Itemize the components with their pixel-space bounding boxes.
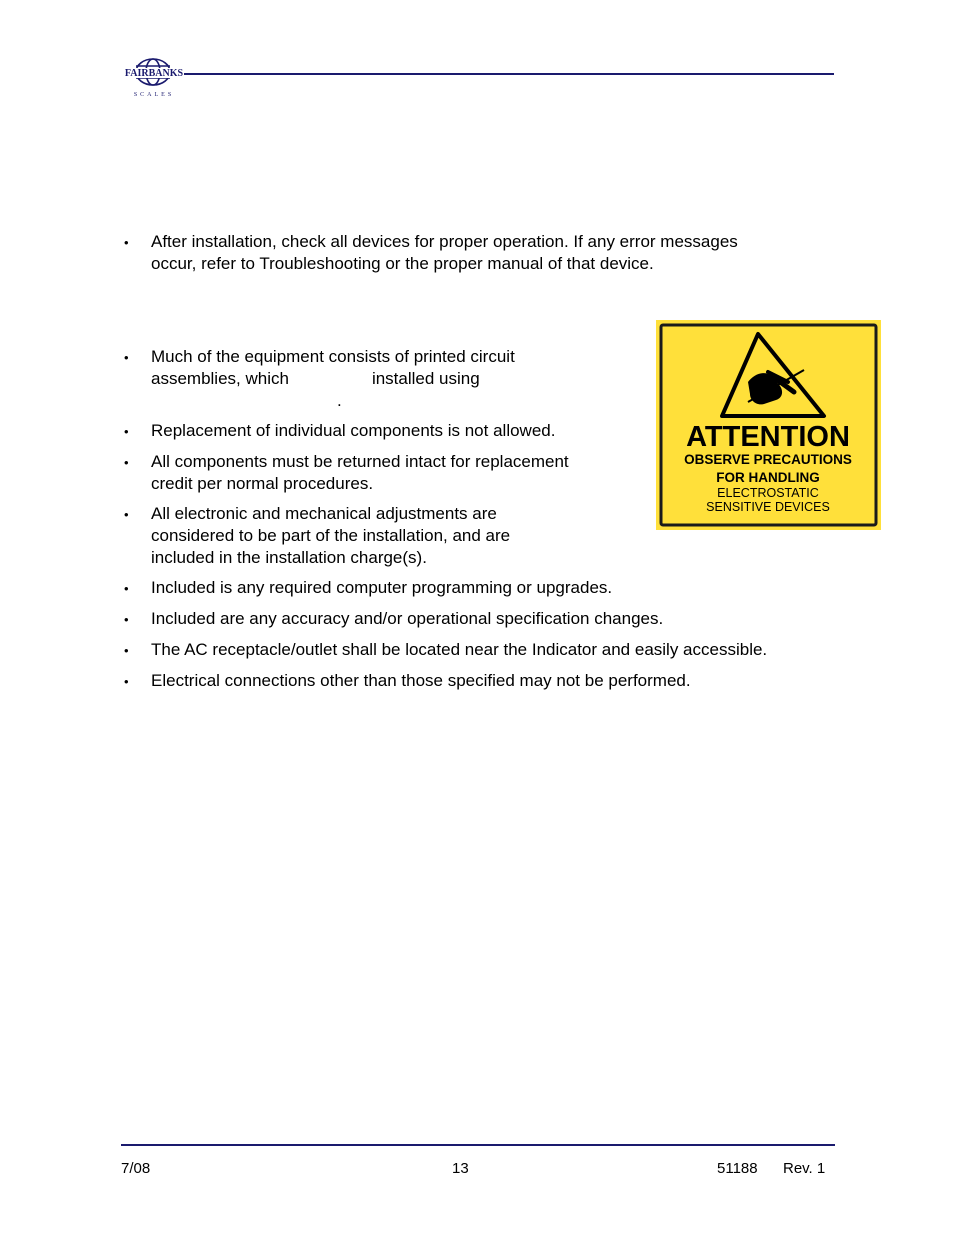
bullet-marker bbox=[124, 451, 129, 474]
list-item bbox=[151, 670, 691, 692]
list-item bbox=[151, 608, 663, 630]
list-item bbox=[151, 503, 510, 569]
footer-date: 7/08 bbox=[121, 1160, 151, 1177]
list-item bbox=[151, 346, 515, 412]
logo-subtext: SCALES bbox=[133, 92, 175, 98]
esd-warning-label bbox=[656, 320, 881, 530]
logo-text: FAIRBANKS bbox=[124, 68, 184, 79]
bullet-marker bbox=[124, 639, 129, 662]
list-item-line: Replacement of individual components is not allowed. bbox=[151, 421, 556, 440]
list-item-line: The AC receptacle/outlet shall be located near the Indicator and easily accessible. bbox=[151, 640, 768, 659]
bullet-marker bbox=[124, 346, 129, 369]
list-item-line: After installation, check all devices for proper operation. If any error messages bbox=[151, 232, 738, 251]
list-item-fragment: installed using bbox=[371, 369, 480, 388]
list-item-line: included in the installation charge(s). bbox=[151, 548, 427, 567]
list-item-line: Included is any required computer programming or upgrades. bbox=[151, 578, 613, 597]
list-item-line: Much of the equipment consists of printed circuit bbox=[151, 347, 515, 366]
bullet-marker bbox=[124, 670, 129, 693]
list-item-line: credit per normal procedures. bbox=[151, 474, 374, 493]
bullet-marker bbox=[124, 231, 129, 254]
list-item-line: All electronic and mechanical adjustments are bbox=[151, 504, 497, 523]
list-item bbox=[151, 231, 738, 275]
fairbanks-logo bbox=[122, 54, 186, 98]
list-item-line: Included are any accuracy and/or operational specification changes. bbox=[151, 609, 664, 628]
list-item bbox=[151, 451, 569, 495]
list-item-line: occur, refer to Troubleshooting or the proper manual of that device. bbox=[151, 254, 654, 273]
footer-rule bbox=[121, 1144, 835, 1146]
esd-label-line2: FOR HANDLING bbox=[716, 470, 820, 485]
list-item-line: All components must be returned intact for replacement bbox=[151, 452, 569, 471]
bullet-marker bbox=[124, 503, 129, 526]
esd-label-line4: SENSITIVE DEVICES bbox=[706, 500, 830, 514]
list-item-line: . bbox=[337, 391, 342, 410]
list-item bbox=[151, 577, 612, 599]
list-item bbox=[151, 420, 555, 442]
esd-label-line1: OBSERVE PRECAUTIONS bbox=[684, 452, 852, 467]
list-item-line: considered to be part of the installation, and are bbox=[151, 526, 511, 545]
bullet-marker bbox=[124, 577, 129, 600]
footer-page-number: 13 bbox=[452, 1160, 469, 1177]
list-item bbox=[151, 639, 767, 661]
list-item-line: Electrical connections other than those specified may not be performed. bbox=[151, 671, 691, 690]
bullet-marker bbox=[124, 420, 129, 443]
header-rule bbox=[184, 73, 834, 75]
footer-revision: Rev. 1 bbox=[783, 1160, 826, 1177]
footer-doc-number: 51188 bbox=[717, 1160, 758, 1177]
esd-label-line3: ELECTROSTATIC bbox=[717, 486, 819, 500]
esd-label-title: ATTENTION bbox=[686, 421, 850, 453]
bullet-marker bbox=[124, 608, 129, 631]
list-item-fragment: assemblies, which bbox=[151, 369, 289, 388]
list-item-line bbox=[151, 368, 515, 390]
